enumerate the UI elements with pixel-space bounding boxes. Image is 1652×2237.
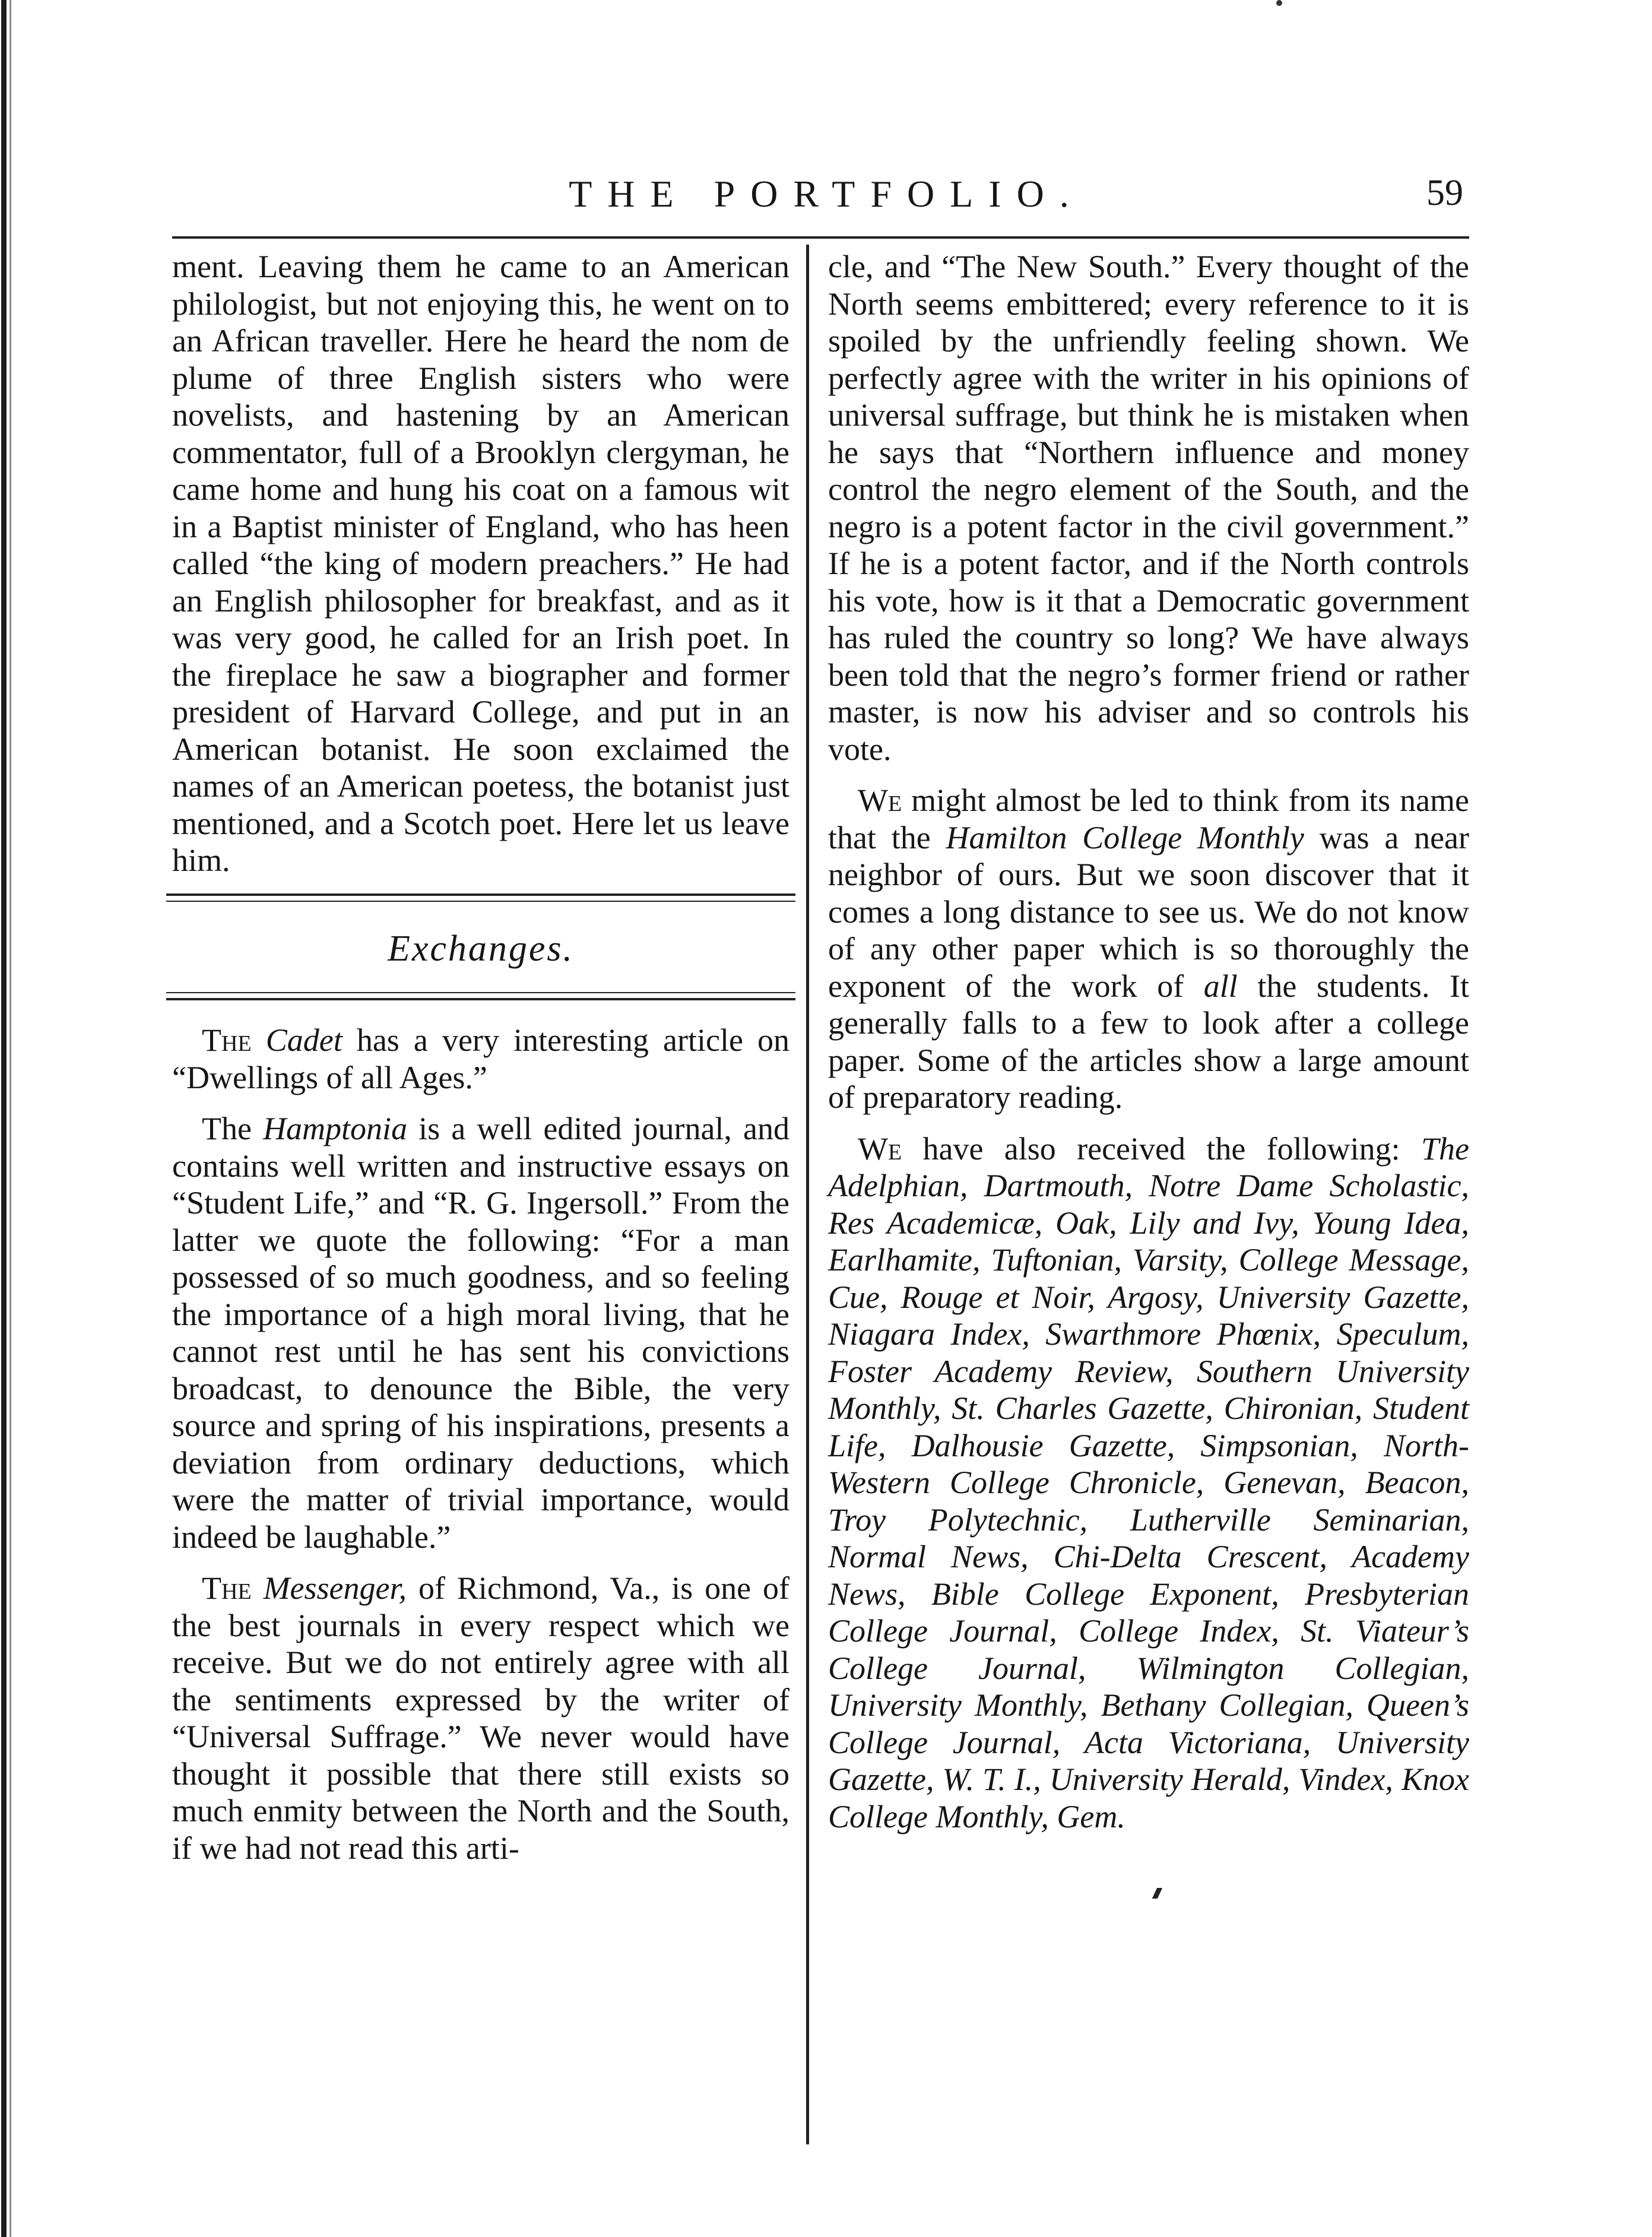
page-edge-shadow [1, 0, 7, 2237]
exchanges-heading: Exchanges. [387, 928, 575, 969]
scan-speck [1276, 0, 1282, 6]
left-column [172, 248, 789, 1881]
page-number: 59 [1426, 173, 1463, 213]
right-paragraph-1: cle, and “The New South.” Every thought of the North seems embittered; every reference to it is spoiled by the unfriendly feeling shown. We perfectly agree with the writer in his opinions of universal suffrage, but think he is mistaken when he says that “Northern influence and money control the negro element of the South, and the negro is a potent factor in the civil government.” If he is a potent factor, and if the North controls his vote, how is it that a Democratic government has ruled the country so long? We have always been told that the negro’s former friend or rather master, is now his adviser and so controls his vote. [828, 249, 1469, 767]
column-divider [806, 245, 809, 2144]
paragraph-hamptonia: The Hamptonia is a well edited journal, and contains well written and instructive essays on “Student Life,” and “R. G. Ingersoll.” From the latter we quote the following: “For a man possessed of so much goodness, and so feeling the importance of a high moral living, that he cannot rest until he has sent his convictions broadcast, to denounce the Bible, the very source and spring of his inspirations, presents a deviation from ordinary deductions, which were the matter of trivial importance, would indeed be laughable.” [172, 1111, 790, 1555]
section-divider-top [166, 893, 795, 902]
page-edge-line [9, 0, 11, 2237]
header-rule [172, 236, 1469, 239]
scan-mark [1152, 1888, 1162, 1899]
paragraph-messenger: The Messenger, of Richmond, Va., is one of the best journals in every respect which we receive. But we do not entirely agree with all the sentiments expressed by the writer of “Universal Suffrage.” We never would have thought it possible that there still exists so much enmity between the North and the South, if we had not read this arti- [172, 1570, 789, 1866]
running-header-title: THE PORTFOLIO. [569, 173, 1085, 215]
paragraph-hamilton: We might almost be led to think from its name that the Hamilton College Monthly was a near neighbor of ours. But we soon discover that it comes a long distance to see us. We do not know of any other paper which is so thoroughly the exponent of the work of all the students. It generally falls to a few to look after a college paper. Some of the articles show a large amount of preparatory reading. [828, 782, 1470, 1115]
paragraph-received-list: We have also received the following: The Adelphian, Dartmouth, Notre Dame Scholastic, Res Academicæ, Oak, Lily and Ivy, Young Idea, Earlhamite, Tuftonian, Varsity, College Message, Cue, Rouge et Noir, Argosy, University Gazette, Niagara Index, Swarthmore Phœnix, Speculum, Foster Academy Review, Southern University Monthly, St. Charles Gazette, Chironian, Student Life, Dalhousie Gazette, Simpsonian, North-Western College Chronicle, Genevan, Beacon, Troy Polytechnic, Lutherville Seminarian, Normal News, Chi-Delta Crescent, Academy News, Bible College Exponent, Presbyterian College Journal, College Index, St. Viateur’s College Journal, Wilmington Collegian, University Monthly, Bethany Collegian, Queen’s College Journal, Acta Victoriana, University Gazette, W. T. I., University Herald, Vindex, Knox College Monthly, Gem. [828, 1130, 1469, 1834]
right-column [828, 248, 1469, 1849]
section-divider-bottom [166, 992, 795, 1000]
paragraph-cadet: The Cadet has a very interesting article on “Dwellings of all Ages.” [172, 1022, 790, 1095]
left-paragraph-1: ment. Leaving them he came to an American philologist, but not enjoying this, he went on to an African traveller. Here he heard the nom de plume of three English sisters who were novelists, and hastening by an American commentator, full of a Brooklyn clergyman, he came home and hung his coat on a famous wit in a Baptist minister of England, who has heen called “the king of modern preachers.” He had an English philosopher for breakfast, and as it was very good, he called for an Irish poet. In the fireplace he saw a biographer and former president of Harvard College, and put in an American botanist. He soon exclaimed the names of an American poetess, the botanist just mentioned, and a Scotch poet. Here let us leave him. [172, 249, 789, 878]
